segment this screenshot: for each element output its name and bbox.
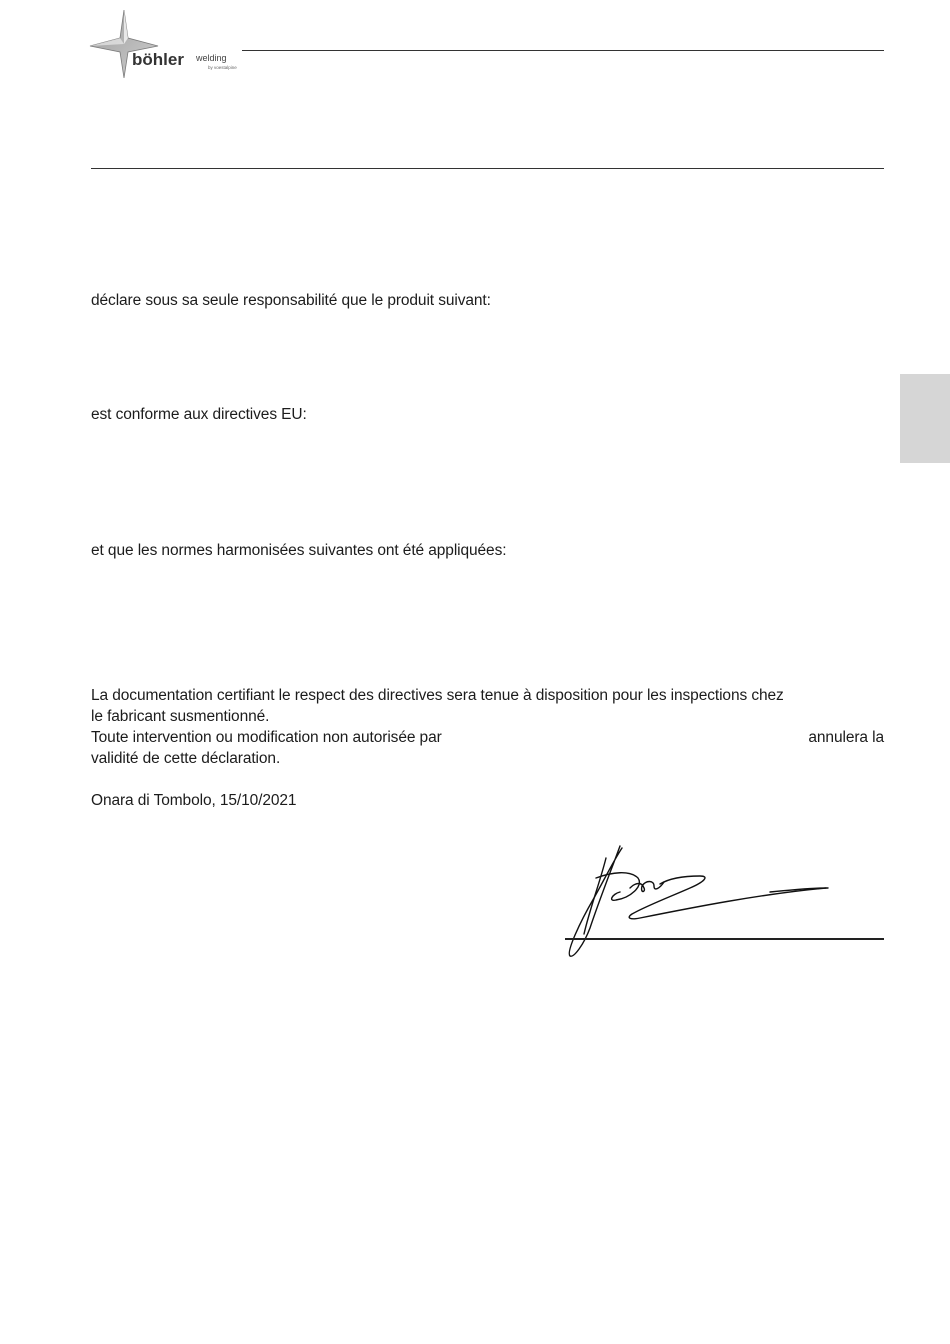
modification-line-2: validité de cette déclaration.: [91, 750, 281, 767]
place-date: Onara di Tombolo, 15/10/2021: [91, 792, 297, 809]
side-tab-marker: [900, 374, 950, 463]
signature-line: [565, 938, 884, 940]
documentation-line-1: La documentation certifiant le respect des directives sera tenue à disposition pour les inspections chez: [91, 687, 784, 704]
modification-line: [91, 727, 884, 748]
declaration-intro: déclare sous sa seule responsabilité que le produit suivant:: [91, 292, 491, 309]
documentation-paragraph: [91, 685, 884, 769]
modification-left: Toute intervention ou modification non autorisée par: [91, 729, 442, 746]
logo-product-text: welding: [196, 53, 227, 63]
section-rule: [91, 168, 884, 169]
bohler-welding-logo: [88, 8, 248, 80]
standards-intro: et que les normes harmonisées suivantes ont été appliquées:: [91, 542, 507, 559]
header-rule: [242, 50, 884, 51]
handwritten-signature: [560, 838, 840, 968]
documentation-line-2: le fabricant susmentionné.: [91, 708, 270, 725]
logo-tagline-text: by voestalpine: [208, 65, 237, 70]
logo-brand-text: böhler: [132, 50, 184, 69]
modification-right: annulera la: [808, 729, 884, 746]
directives-intro: est conforme aux directives EU:: [91, 406, 307, 423]
